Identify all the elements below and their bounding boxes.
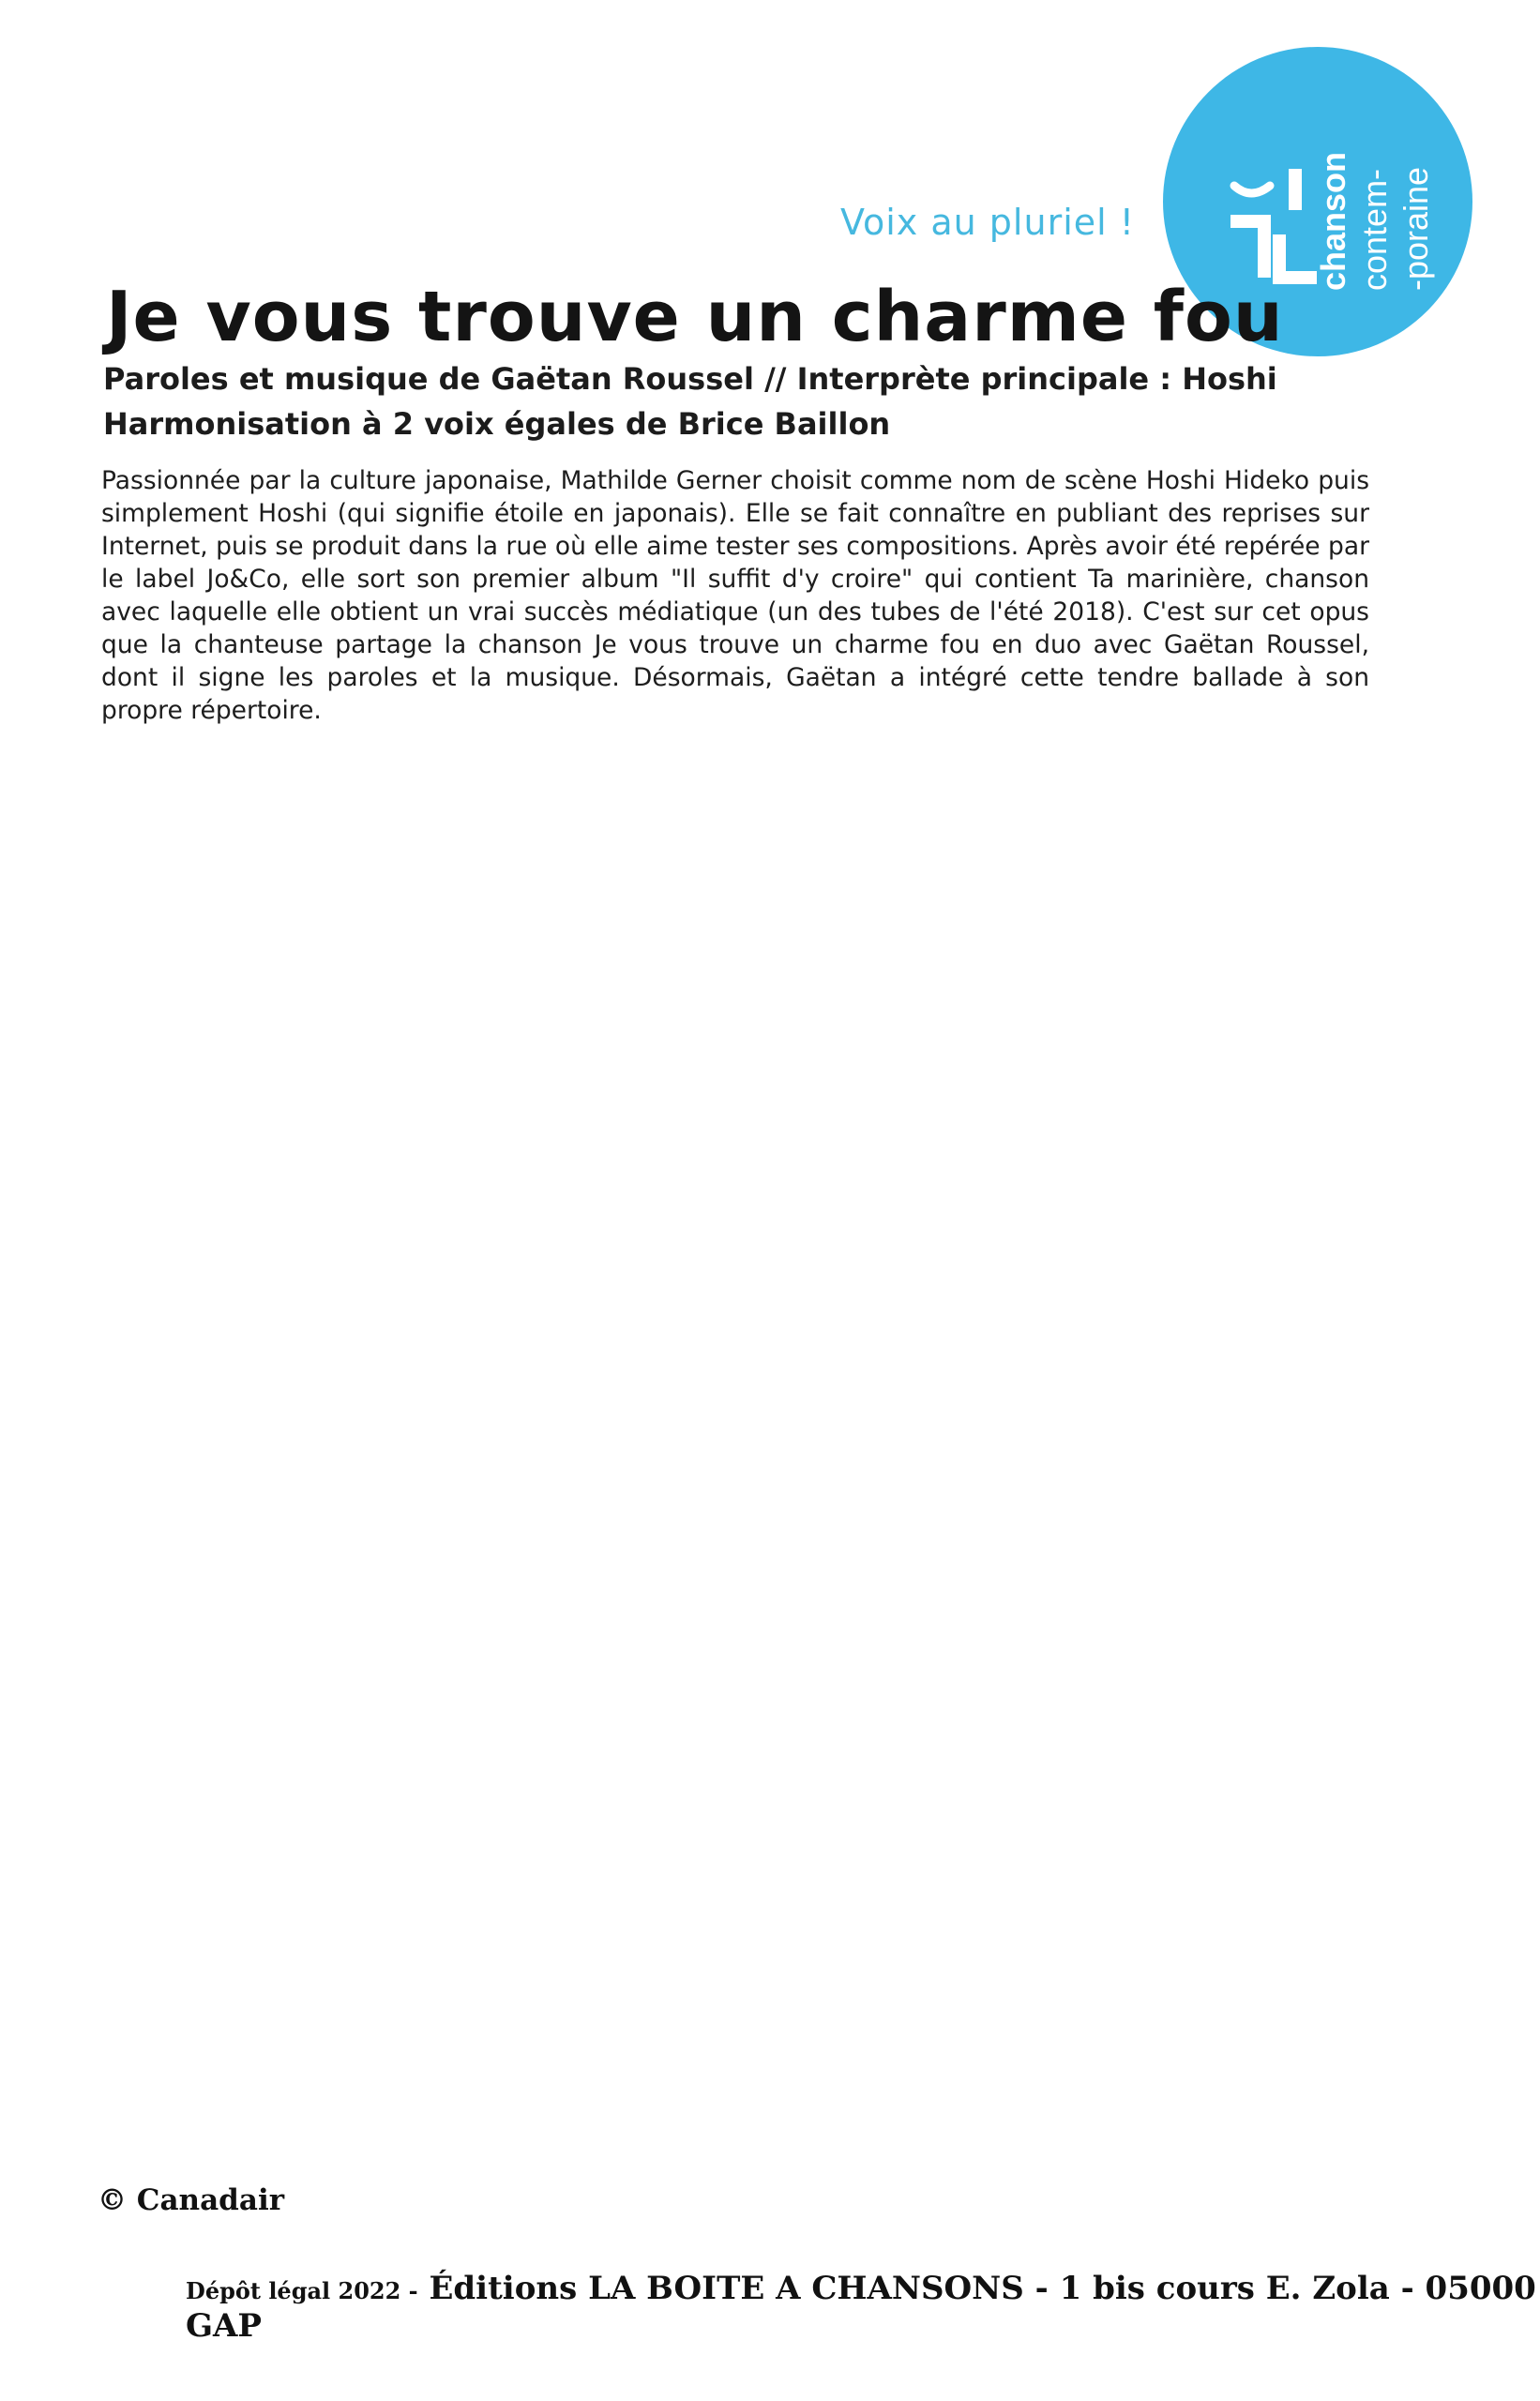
legal-deposit: Dépôt légal 2022 - [186, 2277, 418, 2304]
credit-line: Paroles et musique de Gaëtan Roussel // Interprète principale : Hoshi [103, 361, 1277, 397]
publisher-address: Éditions LA BOITE A CHANSONS - 1 bis cours E. Zola - 05000 GAP [186, 2270, 1536, 2345]
copyright: © Canadair [98, 2183, 285, 2217]
badge-label [1304, 111, 1468, 293]
song-title: Je vous trouve un charme fou [106, 277, 1284, 357]
badge-line-chanson: chanson [1314, 151, 1352, 291]
series-label: Voix au pluriel ! [839, 202, 1135, 243]
intro-paragraph: Passionnée par la culture japonaise, Mathilde Gerner choisit comme nom de scène Hoshi Hideko puis simplement Hoshi (qui signifie étoile en japonais). Elle se fait connaître en publiant des reprises sur Internet, puis se produit dans la rue où elle aime tester ses compositions. Après avoir été repérée par le label Jo&Co, elle sort son premier album "Il suffit d'y croire" qui contient Ta marinière, chanson avec laquelle elle obtient un vrai succès médiatique (un des tubes de l'été 2018). C'est sur cet opus que la chanteuse partage la chanson Je vous trouve un charme fou en duo avec Gaëtan Roussel, dont il signe les paroles et la musique. Désormais, Gaëtan a intégré cette tendre ballade à son propre répertoire. [101, 466, 1369, 725]
badge-line-contem: contem- [1355, 168, 1394, 291]
legal-line [186, 2270, 1540, 2345]
arrangement-credit: Harmonisation à 2 voix égales de Brice Baillon [103, 406, 891, 442]
badge-line-poraine: -poraine [1397, 166, 1435, 291]
